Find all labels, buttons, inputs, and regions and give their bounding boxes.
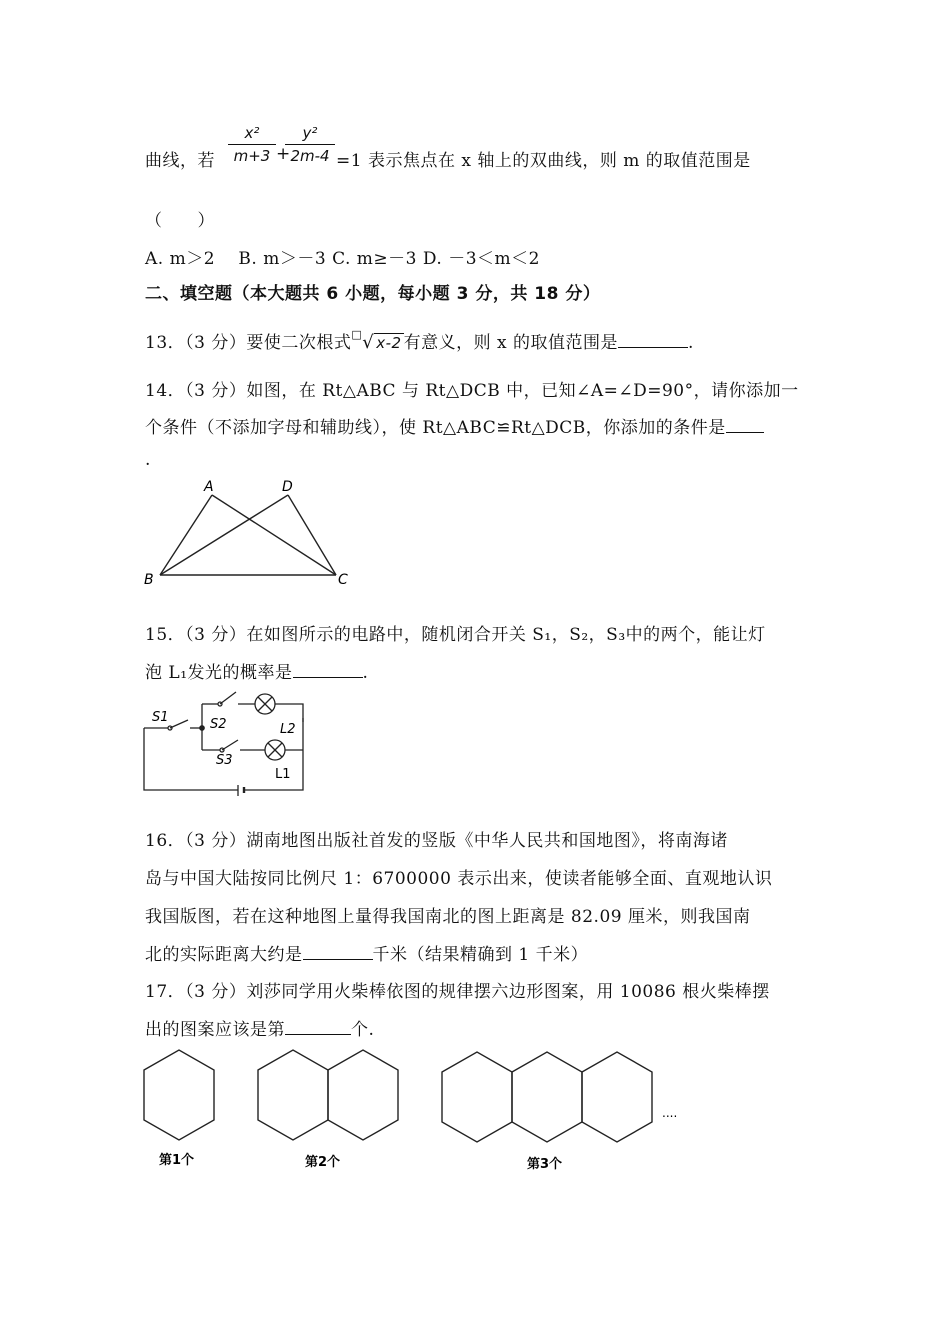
hexagon-fig3-a <box>442 1052 512 1142</box>
q15-answer-blank[interactable] <box>293 677 363 678</box>
q16-line3: 我国版图，若在这种地图上量得我国南北的图上距离是 82.09 厘米，则我国南 <box>145 907 751 927</box>
q15-line1: 15．（3 分）在如图所示的电路中，随机闭合开关 S₁，S₂，S₃中的两个，能让灯 <box>145 625 766 645</box>
label-l2: L2 <box>280 722 296 737</box>
q16-line1: 16．（3 分）湖南地图出版社首发的竖版《中华人民共和国地图》，将南海诸 <box>145 831 728 851</box>
label-D: D <box>282 479 293 495</box>
q16-answer-blank[interactable] <box>303 959 373 960</box>
q12-line1 <box>145 146 215 171</box>
q16-line4: 北的实际距离大约是 千米（结果精确到 1 千米） <box>145 945 589 965</box>
caption-2: 第2个 <box>305 1155 341 1170</box>
q17-line2: 出的图案应该是第 个. <box>145 1020 375 1040</box>
q12-prefix: 曲线，若 <box>145 151 215 171</box>
q14-triangle-figure <box>140 476 360 591</box>
line-BA <box>160 495 212 575</box>
q17-answer-blank[interactable] <box>285 1034 351 1035</box>
q12-frac1-numerator: x² <box>244 124 260 142</box>
label-s2: S2 <box>210 717 227 732</box>
q13-radicand: x-2 <box>376 334 402 352</box>
q14-line2: 个条件（不添加字母和辅助线），使 Rt△ABC≌Rt△DCB，你添加的条件是 <box>145 413 764 438</box>
caption-3: 第3个 <box>527 1157 563 1172</box>
q14-line1: 14．（3 分）如图，在 Rt△ABC 与 Rt△DCB 中，已知∠A=∠D=90°，请你添加一 <box>145 381 799 401</box>
q15-line2: 泡 L₁发光的概率是 . <box>145 663 369 683</box>
label-C: C <box>338 572 348 588</box>
label-s3: S3 <box>216 753 233 768</box>
caption-1: 第1个 <box>159 1153 195 1168</box>
q12-frac2-denominator: 2m-4 <box>290 147 330 165</box>
label-B: B <box>144 572 154 588</box>
q15-circuit-figure <box>140 688 320 800</box>
hexagon-fig1 <box>144 1050 214 1140</box>
q17-hexagon-figure <box>135 1040 695 1180</box>
label-s1: S1 <box>152 710 169 725</box>
label-A: A <box>204 479 214 495</box>
q12-paren: （ ） <box>145 211 215 231</box>
s3-switch-blade <box>222 740 238 750</box>
section-title: 二、填空题（本大题共 6 小题，每小题 3 分，共 18 分） <box>145 284 601 304</box>
q14-line3: . <box>145 450 151 470</box>
q12-frac2-numerator: y² <box>302 124 318 142</box>
ellipsis: .... <box>662 1106 678 1120</box>
q13-answer-blank[interactable] <box>618 347 688 348</box>
q12-suffix: =1 表示焦点在 x 轴上的双曲线，则 m 的取值范围是 <box>336 151 751 171</box>
q12-options: A. m＞2 B. m＞－3 C. m≥－3 D. －3＜m＜2 <box>145 249 540 269</box>
label-l1: L1 <box>275 767 291 782</box>
q12-fraction-2 <box>285 124 335 165</box>
hexagon-fig3-c <box>582 1052 652 1142</box>
s2-switch-blade <box>220 692 236 704</box>
q12-frac1-denominator: m+3 <box>233 147 271 165</box>
line-BD <box>160 495 288 575</box>
q12-fraction-1 <box>228 124 276 165</box>
hexagon-fig3-b <box>512 1052 582 1142</box>
q12-plus: + <box>276 144 291 164</box>
hexagon-fig2-b <box>328 1050 398 1140</box>
q13-line: 13．（3 分）要使二次根式□√ x-2 有意义，则 x 的取值范围是 . <box>145 328 694 353</box>
line-AC <box>212 495 336 575</box>
q17-line1: 17．（3 分）刘莎同学用火柴棒依图的规律摆六边形图案，用 10086 根火柴棒摆 <box>145 982 770 1002</box>
hexagon-fig2-a <box>258 1050 328 1140</box>
s1-switch-blade <box>170 720 188 728</box>
q13-text-after: 有意义，则 x 的取值范围是 <box>403 333 618 353</box>
q16-line2: 岛与中国大陆按同比例尺 1：6700000 表示出来，使读者能够全面、直观地认识 <box>145 869 773 889</box>
q13-text-before: 13．（3 分）要使二次根式 <box>145 333 352 353</box>
q14-answer-blank[interactable] <box>726 432 764 433</box>
line-DC <box>288 495 336 575</box>
